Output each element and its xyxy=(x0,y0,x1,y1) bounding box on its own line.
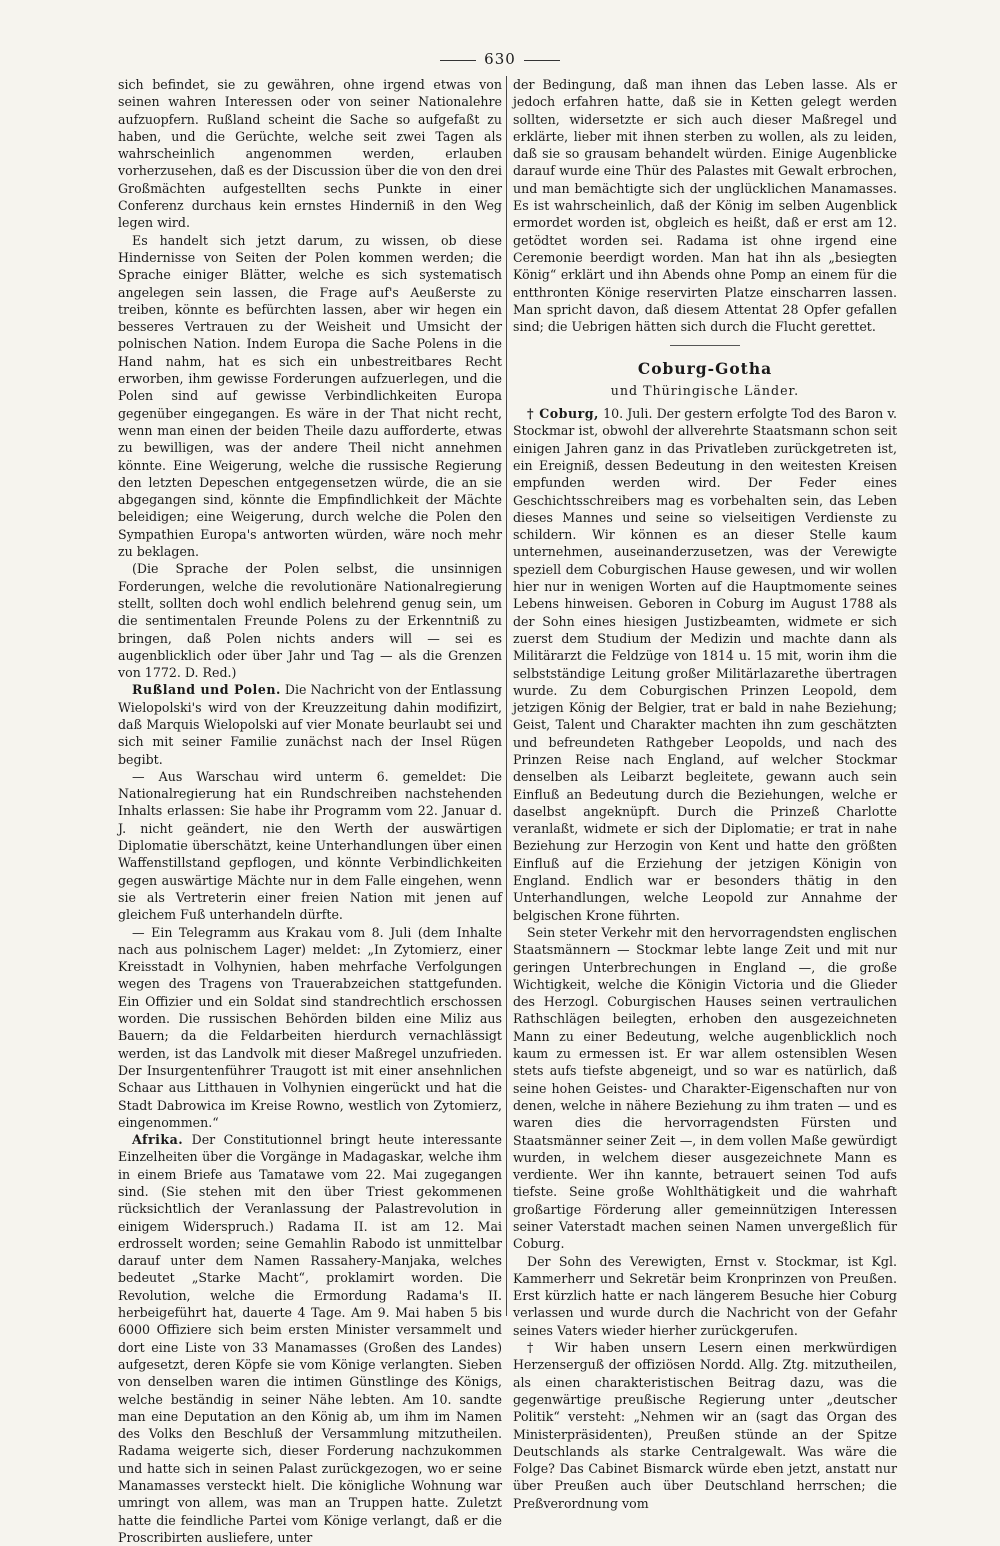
page-number xyxy=(0,50,1000,68)
page-number-rule-left xyxy=(440,60,476,61)
section-subtitle: und Thüringische Länder. xyxy=(610,382,800,398)
paragraph-russland xyxy=(118,681,502,767)
paragraph-coburg xyxy=(513,405,897,924)
paragraph: — Aus Warschau wird unterm 6. gemeldet: Die Nationalregierung hat ein Rundschreiben nachstehenden Inhalts erlassen: Sie habe ihr Programm vom 22. Januar d. J. nicht geändert, nie den Werth der auswärtigen Diplomatie überschätzt, keine Unterhandlungen über einen Waffenstillstand gepflogen, und könnte Verbindlichkeiten gegen auswärtige Mächte nur in dem Falle eingehen, wenn sie als Vertreterin einer freien Nation mit jenen auf gleichem Fuß unterhandeln dürfte. xyxy=(118,768,502,923)
paragraph-lead: Afrika. xyxy=(132,1132,184,1148)
left-column xyxy=(118,76,502,1546)
paragraph: der Bedingung, daß man ihnen das Leben lasse. Als er jedoch erfahren hatte, daß sie in Ketten gelegt werden sollten, widersetzte er sich auch dieser Maßregel und erklärte, lieber mit ihnen sterben zu wollen, als zu leiden, daß sie so grausam behandelt würden. Einige Augenblicke darauf wurde eine Thür des Palastes mit Gewalt erbrochen, und man bemächtigte sich der unglücklichen Manamasses. Es ist wahrscheinlich, daß der König im selben Augenblick ermordet worden ist, obgleich es heißt, daß er erst am 12. getödtet worden sei. Radama ist ohne irgend eine Ceremonie beerdigt worden. Man hat ihn als „besiegten König“ erklärt und ihn Abends ohne Pomp an einem für die entthronten Könige reservirten Platze einscharren lassen. Man spricht davon, daß diesem Attentat 28 Opfer gefallen sind; die Uebrigen hätten sich durch die Flucht gerettet. xyxy=(513,77,897,335)
paragraph: Der Sohn des Verewigten, Ernst v. Stockmar, ist Kgl. Kammerherr und Sekretär beim Kronprinzen von Preußen. Erst kürzlich hatte er nach längerem Besuche hier Coburg verlassen und wurde durch die Nachricht von der Gefahr seines Vaters wieder hierher zurückgerufen. xyxy=(513,1253,897,1338)
section-title: Coburg-Gotha xyxy=(637,359,773,379)
page-number-rule-right xyxy=(524,60,560,61)
paragraph: Sein steter Verkehr mit den hervorragendsten englischen Staatsmännern — Stockmar lebte lange Zeit und mit nur geringen Unterbrechungen in England —, die große Wichtigkeit, welche die Königin Victoria und die Glieder des Herzogl. Coburgischen Hauses seinen vertraulichen Rathschlägen beilegten, erhoben den ausgezeichneten Mann zu einer Bedeutung, welche augenblicklich noch kaum zu ermessen ist. Er war allem ostensiblen Wesen stets aufs tiefste abgeneigt, und so war es natürlich, daß seine hohen Geistes- und Charakter-Eigenschaften nur von denen, welche in nähere Beziehung zu ihm traten — und es waren dies die hervorragendsten Fürsten und Staatsmänner seiner Zeit —, in dem vollen Maße gewürdigt wurden, in welchem dieser ausgezeichnete Mann es verdiente. Wer ihn kannte, betrauert seinen Tod aufs tiefste. Seine große Wohlthätigkeit und die wahrhaft großartige Förderung aller gemeinnützigen Interessen seiner Vaterstadt machen seinen Namen unvergeßlich für Coburg. xyxy=(513,924,897,1252)
paragraph-lead: † Coburg, xyxy=(527,406,599,422)
page-number-text: 630 xyxy=(484,50,516,68)
paragraph: † Wir haben unsern Lesern einen merkwürdigen Herzenserguß der offiziösen Nordd. Allg. Ztg. mitzutheilen, als einen charakteristischen Beitrag dazu, was die gegenwärtige preußische Regierung unter „deutscher Politik“ versteht: „Nehmen wir an (sagt das Organ des Ministerpräsidenten), Preußen stünde an der Spitze Deutschlands als starke Centralgewalt. Was wäre die Folge? Das Cabinet Bismarck würde eben jetzt, anstatt nur über Preußen auch über Deutschland herrschen; die Preßverordnung vom xyxy=(513,1340,897,1511)
paragraph: (Die Sprache der Polen selbst, die unsinnigen Forderungen, welche die revolutionäre Nationalregierung stellt, sollten doch wohl endlich belehrend genug sein, um die sentimentalen Freunde Polens zu der Erkenntniß zu bringen, daß Polen nichts anders will — sei es augenblicklich oder über Jahr und Tag — als die Grenzen von 1772. D. Red.) xyxy=(118,561,502,681)
right-column xyxy=(513,76,897,1512)
paragraph: sich befindet, sie zu gewähren, ohne irgend etwas von seinen wahren Interessen oder von seiner Nationalehre aufzuopfern. Rußland scheint die Sache so aufgefaßt zu haben, und die Gerüchte, welche seit zwei Tagen als wahrscheinlich angenommen werden, erlauben vorherzusehen, daß es der Discussion über die von den drei Großmächten aufgestellten sechs Punkte in einer Conferenz durchaus kein ernstes Hinderniß in den Weg legen wird. xyxy=(118,77,502,231)
section-rule xyxy=(670,345,740,346)
paragraph-lead: Rußland und Polen. xyxy=(132,682,281,698)
paragraph: — Ein Telegramm aus Krakau vom 8. Juli (dem Inhalte nach aus polnischem Lager) meldet: „In Zytomierz, einer Kreisstadt in Volhynien, haben mehrfache Verfolgungen wegen des Tragens von Trauerabzeichen stattgefunden. Ein Offizier und ein Soldat sind standrechtlich erschossen worden. Die russischen Behörden bilden eine Miliz aus Bauern; da die Feldarbeiten hierdurch vernachlässigt werden, ist das Landvolk mit dieser Maßregel unzufrieden. Der Insurgentenführer Traugott ist mit einer ansehnlichen Schaar aus Litthauen in Volhynien eingerückt und hat die Stadt Dabrowica im Kreise Rowno, westlich von Zytomierz, eingenommen.“ xyxy=(118,924,502,1130)
paragraph-text: Die Nachricht von der Entlassung Wielopolski's wird von der Kreuzzeitung dahin modifizirt, daß Marquis Wielopolski auf vier Monate beurlaubt sei und sich mit seiner Familie zunächst nach der Insel Rügen begibt. xyxy=(118,682,502,767)
paragraph-afrika xyxy=(118,1131,502,1546)
paragraph: Es handelt sich jetzt darum, zu wissen, ob diese Hindernisse von Seiten der Polen kommen werden; die Sprache einiger Blätter, welche es sich systematisch angelegen sein lassen, die Frage auf's Aeußerste zu treiben, könnte es befürchten lassen, aber wir hegen ein besseres Vertrauen zu der Weisheit und Umsicht der polnischen Nation. Indem Europa die Sache Polens in die Hand nahm, hat es sich ein unbestreitbares Recht erworben, ihm gewisse Forderungen aufzuerlegen, und die Polen sind auf gewisse Verbindlichkeiten Europa gegenüber eingegangen. Es wäre in der That nicht recht, wenn man einen der beiden Theile dazu aufforderte, etwas zu bewilligen, was der andere Theil nicht annehmen könnte. Eine Weigerung, welche die russische Regierung den letzten Depeschen entgegensetzen würde, die an sie abgegangen sind, könnte die Empfindlichkeit der Mächte beleidigen; eine Weigerung, durch welche die Polen den Sympathien Europa's antworten würden, wäre noch mehr zu beklagen. xyxy=(118,232,502,560)
column-divider xyxy=(506,76,507,1316)
paragraph-text: Der Constitutionnel bringt heute interessante Einzelheiten über die Vorgänge in Madagaskar, welche ihm in einem Briefe aus Tamatawe vom 22. Mai zugegangen sind. (Sie stehen mit den über Triest gekommenen rücksichtlich der Veranlassung der Palastrevolution in einigem Widerspruch.) Radama II. ist am 12. Mai erdrosselt worden; seine Gemahlin Rabodo ist unmittelbar darauf unter dem Namen Rassahery-Manjaka, welches bedeutet „Starke Macht“, proklamirt worden. Die Revolution, welche die Ermordung Radama's II. herbeigeführt hat, dauerte 4 Tage. Am 9. Mai haben 5 bis 6000 Offiziere sich beim ersten Minister versammelt und dort eine Liste von 33 Manamasses (Großen des Landes) aufgesetzt, deren Köpfe sie vom Könige verlangten. Sieben von denselben waren die intimen Günstlinge des Königs, welche beständig in seiner Nähe lebten. Am 10. sandte man eine Deputation an den König ab, um ihm im Namen des Volks den Beschluß der Versammlung mitzutheilen. Radama weigerte sich, dieser Forderung nachzukommen und hatte sich in seinen Palast zurückgezogen, wo er seine Manamasses versteckt hielt. Die königliche Wohnung war umringt von allem, was man an Truppen hatte. Zuletzt hatte die feindliche Partei vom Könige verlangt, daß er die Proscribirten ausliefere, unter xyxy=(118,1132,502,1545)
paragraph-text: 10. Juli. Der gestern erfolgte Tod des Baron v. Stockmar ist, obwohl der allverehrte Staatsmann schon seit einigen Jahren ganz in das Privatleben zurückgetreten ist, ein Ereigniß, dessen Bedeutung in den weitesten Kreisen empfunden werden wird. Der Feder eines Geschichtsschreibers mag es vorbehalten sein, das Leben dieses Mannes und seine so vielseitigen Verdienste zu schildern. Wir können es an dieser Stelle kaum unternehmen, auseinanderzusetzen, was der Verewigte speziell dem Coburgischen Hause gewesen, und wir wollen hier nur in wenigen Worten auf die Hauptmomente seines Lebens hinweisen. Geboren in Coburg im August 1788 als der Sohn eines hiesigen Justizbeamten, widmete er sich zuerst dem Studium der Medizin und machte dann als Militärarzt die Feldzüge von 1814 u. 15 mit, worin ihm die selbstständige Leitung großer Militärlazarethe übertragen wurde. Zu dem Coburgischen Prinzen Leopold, dem jetzigen König der Belgier, trat er bald in nahe Beziehung; Geist, Talent und Charakter machten ihn zum geschätzten und befreundeten Rathgeber Leopolds, und nach des Prinzen Reise nach England, auf welcher Stockmar denselben als Leibarzt begleitete, gewann auch sein Einfluß an Bedeutung durch die Beziehungen, welche er daselbst angeknüpft. Durch die Prinzeß Charlotte veranlaßt, widmete er sich der Diplomatie; er trat in nahe Beziehung zur Herzogin von Kent und hatte den größten Einfluß auf die Erziehung der jetzigen Königin von England. Endlich war er besonders thätig in den Unterhandlungen, welche Leopold zur Annahme der belgischen Krone führten. xyxy=(513,406,897,923)
